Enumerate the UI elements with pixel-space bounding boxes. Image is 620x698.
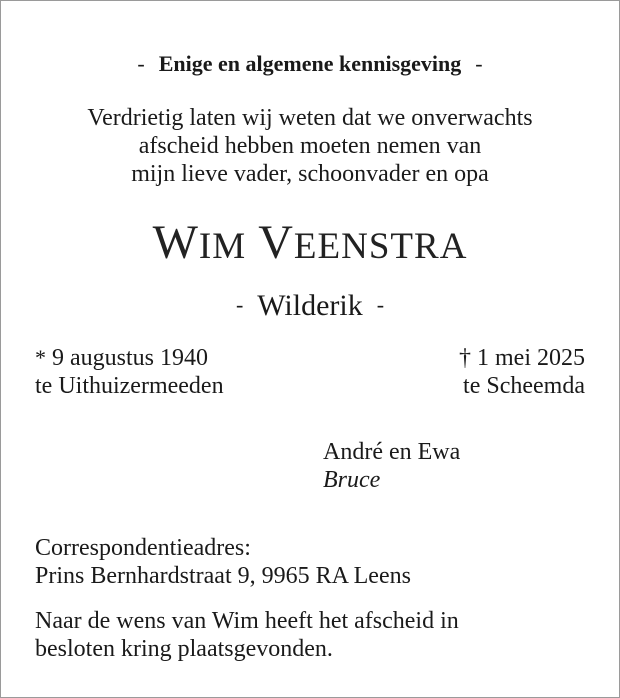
birth-star-icon: *	[35, 345, 46, 370]
death-date: 1 mei 2025	[477, 345, 585, 371]
nickname-text: Wilderik	[257, 289, 363, 322]
death-place: te Scheemda	[463, 373, 585, 399]
heading-dash-right: -	[475, 51, 483, 76]
correspondence-label: Correspondentieadres:	[35, 535, 251, 561]
family-names	[323, 438, 460, 494]
nickname-dash-right: -	[376, 292, 385, 317]
correspondence	[35, 534, 411, 590]
intro-text	[1, 104, 619, 188]
birth-date: 9 augustus 1940	[52, 345, 208, 371]
heading-text: Enige en algemene kennisgeving	[158, 51, 462, 76]
nickname	[1, 287, 619, 324]
intro-line: Verdrietig laten wij weten dat we onverwachts	[87, 105, 533, 131]
intro-line: mijn lieve vader, schoonvader en opa	[131, 161, 489, 187]
family-members: André en Ewa	[323, 439, 461, 465]
correspondence-address: Prins Bernhardstraat 9, 9965 RA Leens	[35, 563, 411, 589]
death-cross-icon: †	[459, 345, 471, 371]
wish-line: Naar de wens van Wim heeft het afscheid in	[35, 608, 459, 634]
wish-text	[35, 607, 459, 663]
last-name-initial: V	[258, 216, 294, 269]
first-name-initial: W	[152, 216, 199, 269]
first-name-rest: IM	[198, 226, 247, 267]
birth-info	[35, 344, 224, 400]
birth-place: te Uithuizermeeden	[35, 373, 224, 399]
last-name-rest: EENSTRA	[293, 226, 468, 267]
nickname-dash-left: -	[235, 292, 244, 317]
heading-dash-left: -	[137, 51, 145, 76]
notice-heading	[1, 49, 619, 79]
wish-line: besloten kring plaatsgevonden.	[35, 636, 333, 662]
family-pet: Bruce	[323, 467, 381, 493]
intro-line: afscheid hebben moeten nemen van	[138, 133, 482, 159]
deceased-name	[1, 213, 619, 277]
death-info	[459, 344, 585, 400]
